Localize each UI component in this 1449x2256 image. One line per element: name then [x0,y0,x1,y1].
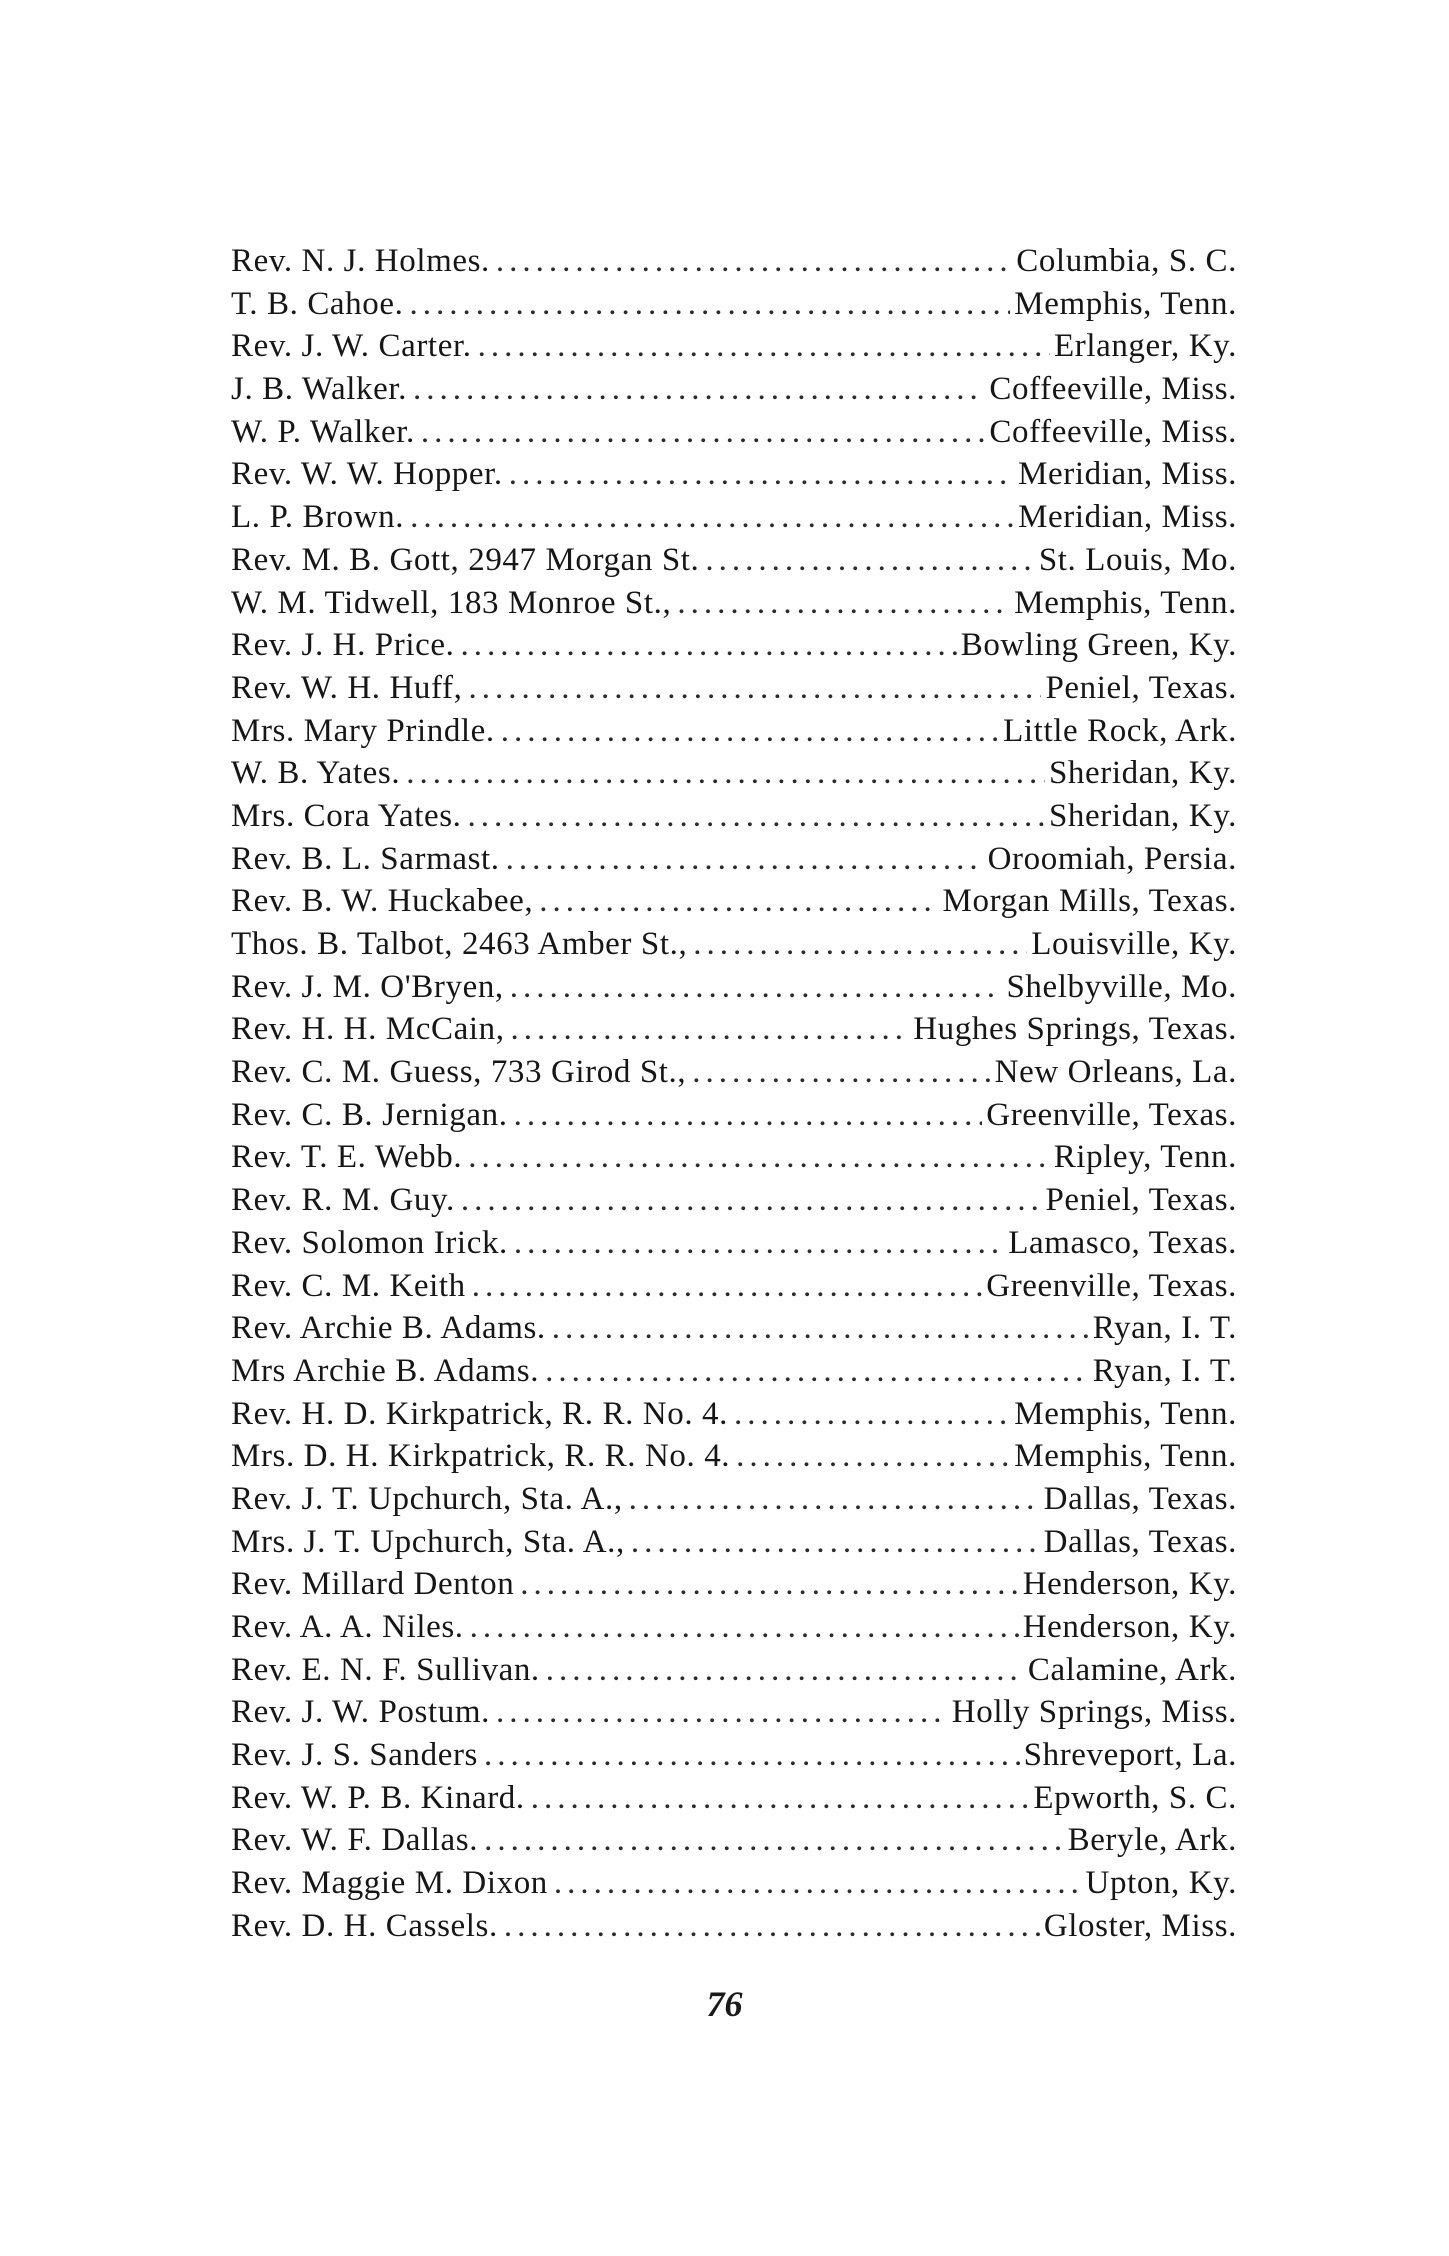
entry-place: Shreveport, La. [1023,1737,1237,1774]
directory-entry [231,1478,1237,1521]
entry-name: Rev. J. M. O'Bryen, [231,968,504,1005]
dot-leader [629,1478,1040,1521]
dot-leader [693,923,1027,966]
directory-entry [231,1265,1237,1308]
dot-leader [470,1606,1019,1649]
directory-entry [231,1563,1237,1606]
directory-entry [231,582,1237,625]
entry-name: Rev. J. H. Price. [231,627,455,664]
directory-entry [231,1606,1237,1649]
entry-place: Memphis, Tenn. [1014,1395,1237,1432]
entry-place: Ryan, I. T. [1092,1352,1237,1389]
dot-leader [484,1819,1063,1862]
entry-name: J. B. Walker. [231,371,407,408]
directory-entry [231,1819,1237,1862]
entry-place: Hughes Springs, Texas. [913,1011,1237,1048]
entry-name: Rev. W. H. Huff, [231,669,463,706]
entry-place: Beryle, Ark. [1067,1822,1237,1859]
entry-place: Bowling Green, Ky. [960,627,1237,664]
directory-entry [231,838,1237,881]
directory-entry [231,1094,1237,1137]
entry-name: Rev. N. J. Holmes. [231,243,490,279]
address-directory [231,240,1237,1948]
entry-name: L. P. Brown. [231,499,405,536]
entry-place: Peniel, Texas. [1045,1182,1237,1219]
entry-name: Mrs Archie B. Adams. [231,1352,540,1389]
entry-place: Meridian, Miss. [1018,499,1237,536]
entry-name: Rev. J. S. Sanders [231,1737,478,1774]
entry-name: Rev. B. L. Sarmast. [231,840,500,877]
dot-leader [406,752,1045,795]
entry-place: Holly Springs, Miss. [951,1694,1237,1731]
dot-leader [520,1563,1018,1606]
directory-entry [231,1521,1237,1564]
entry-place: Peniel, Texas. [1045,669,1237,706]
entry-name: Rev. Solomon Irick. [231,1224,508,1261]
page-number: 76 [706,1984,743,2024]
dot-leader [421,411,986,454]
directory-entry [231,1179,1237,1222]
directory-entry [231,1350,1237,1393]
directory-entry [231,539,1237,582]
dot-leader [496,1691,948,1734]
directory-entry [231,240,1237,283]
entry-place: Meridian, Miss. [1018,456,1237,493]
entry-place: Greenville, Texas. [986,1267,1237,1304]
dot-leader [514,1094,983,1137]
directory-entry [231,325,1237,368]
dot-leader [501,710,999,753]
entry-name: Rev. C. M. Keith [231,1267,466,1304]
entry-name: W. M. Tidwell, 183 Monroe St., [231,584,672,621]
entry-place: Ryan, I. T. [1092,1310,1237,1347]
entry-place: Morgan Mills, Texas. [942,883,1237,920]
entry-place: Epworth, S. C. [1033,1779,1237,1816]
entry-place: St. Louis, Mo. [1038,541,1237,578]
dot-leader [509,453,1014,496]
dot-leader [496,240,1012,283]
entry-name: Rev. J. W. Postum. [231,1694,490,1731]
directory-entry [231,1222,1237,1265]
dot-leader [554,1862,1082,1905]
directory-entry [231,1008,1237,1051]
entry-place: Greenville, Texas. [986,1096,1237,1133]
directory-entry [231,368,1237,411]
entry-name: Rev. B. W. Huckabee, [231,883,534,920]
entry-place: Coffeeville, Miss. [989,413,1237,450]
directory-entry [231,966,1237,1009]
entry-name: Rev. Archie B. Adams. [231,1310,546,1347]
directory-entry [231,411,1237,454]
entry-name: Rev. W. W. Hopper. [231,456,503,493]
entry-place: Oroomiah, Persia. [987,840,1237,877]
dot-leader [506,838,984,881]
dot-leader [409,283,1010,326]
entry-place: Coffeeville, Miss. [989,371,1237,408]
entry-name: W. B. Yates. [231,755,401,792]
entry-place: Memphis, Tenn. [1014,285,1237,322]
dot-leader [468,795,1045,838]
directory-entry [231,795,1237,838]
entry-place: Henderson, Ky. [1022,1566,1237,1603]
directory-entry [231,1734,1237,1777]
entry-name: Rev. E. N. F. Sullivan. [231,1651,540,1688]
entry-name: W. P. Walker. [231,413,415,450]
entry-place: Columbia, S. C. [1016,243,1237,279]
dot-leader [734,1393,1010,1436]
dot-leader [531,1777,1030,1820]
entry-place: Little Rock, Ark. [1003,712,1237,749]
dot-leader [539,880,938,923]
entry-name: Rev. C. M. Guess, 733 Girod St., [231,1054,687,1091]
directory-entry [231,752,1237,795]
directory-entry [231,1905,1237,1948]
entry-name: Mrs. Cora Yates. [231,797,462,834]
directory-entry [231,880,1237,923]
entry-name: Rev. Millard Denton [231,1566,515,1603]
dot-leader [461,1179,1042,1222]
dot-leader [545,1350,1089,1393]
entry-place: Memphis, Tenn. [1014,584,1237,621]
directory-entry [231,1649,1237,1692]
entry-name: Mrs. Mary Prindle. [231,712,495,749]
entry-place: Memphis, Tenn. [1014,1438,1237,1475]
entry-place: Sheridan, Ky. [1048,797,1237,834]
entry-place: Shelbyville, Mo. [1006,968,1237,1005]
entry-place: Lamasco, Texas. [1008,1224,1237,1261]
directory-entry [231,923,1237,966]
entry-name: Rev. J. W. Carter. [231,328,472,365]
dot-leader [692,1051,990,1094]
entry-name: Rev. D. H. Cassels. [231,1907,498,1944]
entry-name: Rev. H. H. McCain, [231,1011,505,1048]
directory-entry [231,283,1237,326]
entry-place: Dallas, Texas. [1043,1480,1237,1517]
directory-entry [231,496,1237,539]
dot-leader [546,1649,1024,1692]
directory-entry [231,1777,1237,1820]
dot-leader [472,1265,982,1308]
entry-name: Rev. W. P. B. Kinard. [231,1779,525,1816]
dot-leader [478,325,1050,368]
dot-leader [511,1008,910,1051]
entry-name: Rev. J. T. Upchurch, Sta. A., [231,1480,623,1517]
dot-leader [460,624,956,667]
dot-leader [510,966,1003,1009]
dot-leader [410,496,1014,539]
entry-name: Mrs. J. T. Upchurch, Sta. A., [231,1523,625,1560]
directory-entry [231,1435,1237,1478]
entry-name: Rev. R. M. Guy. [231,1182,455,1219]
entry-place: Dallas, Texas. [1043,1523,1237,1560]
entry-place: Gloster, Miss. [1043,1907,1237,1944]
directory-entry [231,624,1237,667]
entry-name: Rev. W. F. Dallas. [231,1822,479,1859]
directory-entry [231,667,1237,710]
entry-name: Rev. T. E. Webb. [231,1139,463,1176]
directory-entry [231,453,1237,496]
entry-place: Erlanger, Ky. [1053,328,1237,365]
entry-place: Ripley, Tenn. [1053,1139,1237,1176]
dot-leader [705,539,1034,582]
entry-name: Rev. H. D. Kirkpatrick, R. R. No. 4. [231,1395,728,1432]
entry-name: Thos. B. Talbot, 2463 Amber St., [231,926,688,962]
dot-leader [468,1136,1049,1179]
dot-leader [514,1222,1004,1265]
entry-name: Rev. C. B. Jernigan. [231,1096,508,1133]
dot-leader [484,1734,1020,1777]
entry-place: Calamine, Ark. [1027,1651,1237,1688]
directory-entry [231,1307,1237,1350]
dot-leader [468,667,1041,710]
directory-entry [231,1051,1237,1094]
directory-entry [231,1862,1237,1905]
entry-name: T. B. Cahoe. [231,285,404,322]
directory-entry [231,1691,1237,1734]
entry-place: Sheridan, Ky. [1048,755,1237,792]
entry-name: Rev. M. B. Gott, 2947 Morgan St. [231,541,700,578]
dot-leader [736,1435,1010,1478]
dot-leader [552,1307,1089,1350]
entry-place: Louisville, Ky. [1031,926,1237,962]
dot-leader [413,368,985,411]
entry-name: Mrs. D. H. Kirkpatrick, R. R. No. 4. [231,1438,731,1475]
entry-place: Henderson, Ky. [1022,1609,1237,1645]
dot-leader [677,582,1010,625]
entry-place: Upton, Ky. [1085,1865,1237,1902]
entry-name: Rev. Maggie M. Dixon [231,1865,548,1902]
entry-place: New Orleans, La. [994,1054,1237,1091]
entry-name: Rev. A. A. Niles. [231,1609,464,1645]
directory-entry [231,1393,1237,1436]
dot-leader [504,1905,1040,1948]
dot-leader [631,1521,1040,1564]
directory-entry [231,1136,1237,1179]
directory-entry [231,710,1237,753]
